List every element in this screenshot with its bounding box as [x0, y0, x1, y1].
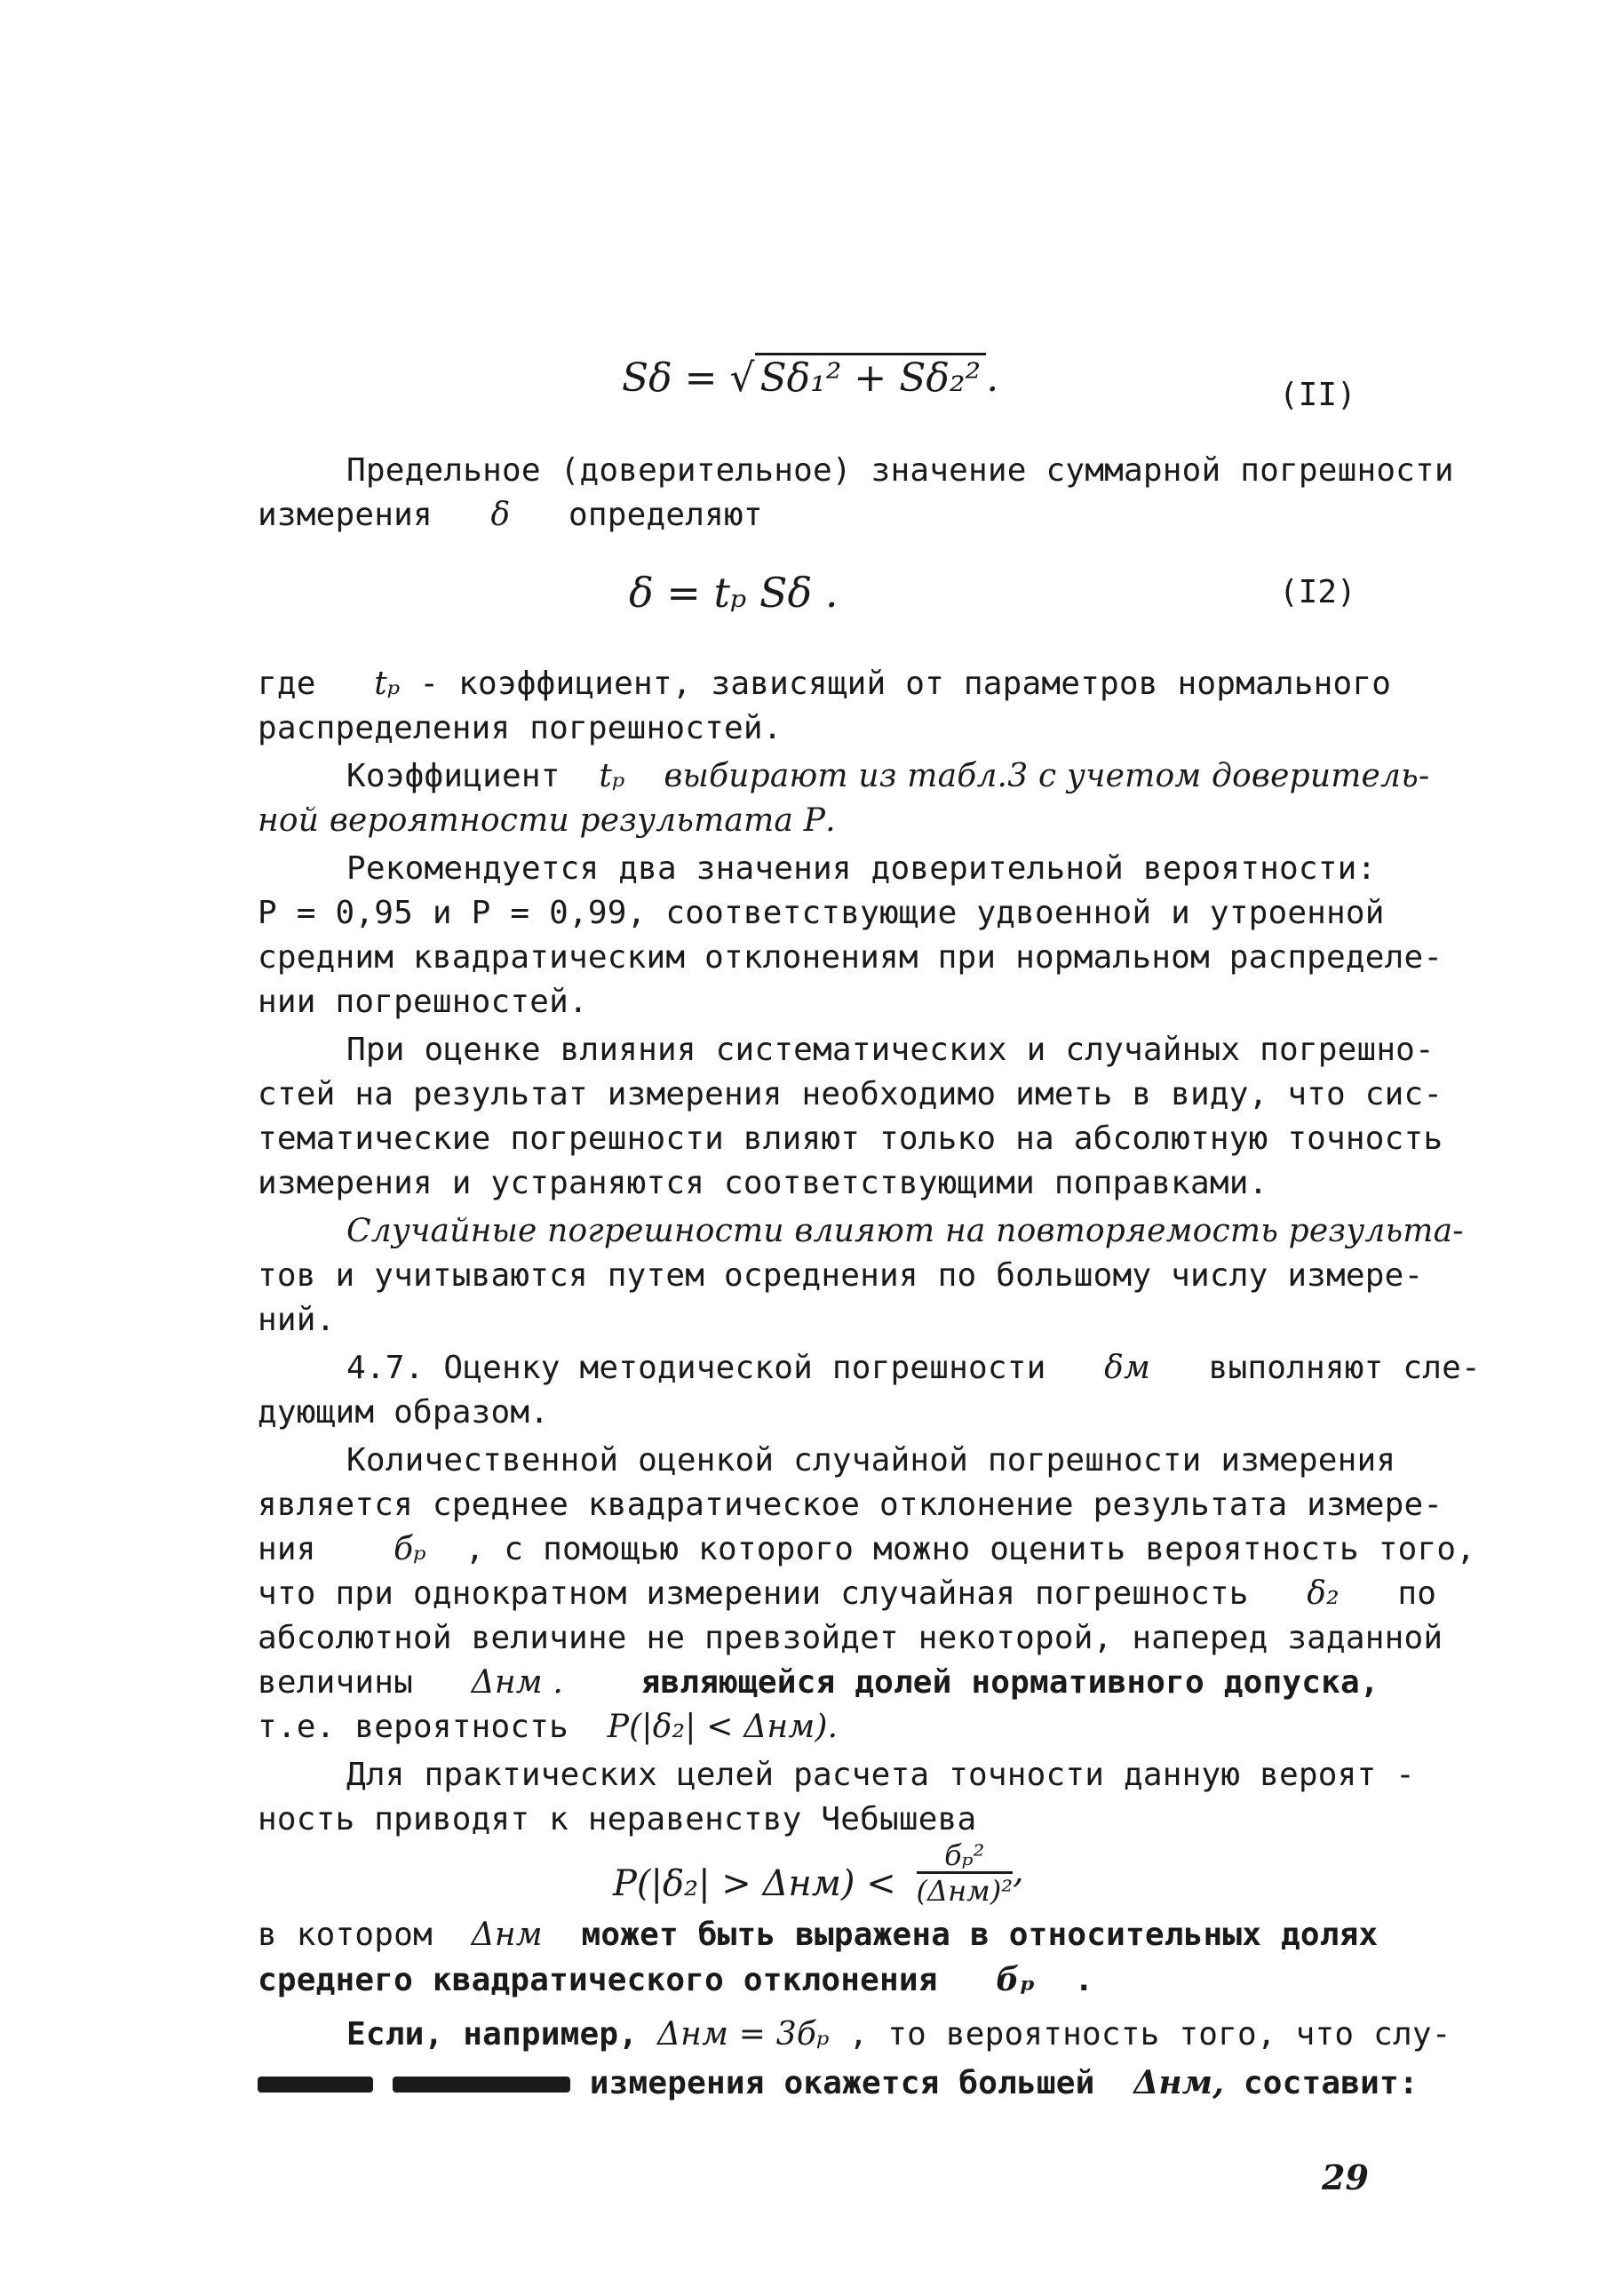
chebyshev-numerator: бₚ² [917, 1839, 1014, 1874]
text-span: выбирают из табл.3 с учетом доверитель- [664, 758, 1430, 794]
text-line: дующим образом. [258, 1394, 550, 1431]
text-line [258, 1914, 1386, 1957]
text-line [258, 1573, 1437, 1615]
text-span: Если, например, [346, 2016, 639, 2053]
text-line [258, 2061, 1419, 2105]
text-line: тематические погрешности влияют только на абсолютную точность [258, 1120, 1443, 1157]
text-span: может быть выражена в относительных долях [581, 1917, 1379, 1953]
text-span: , то вероятность того, что слу- [848, 2016, 1451, 2053]
text-line [258, 1958, 1386, 2002]
page-number: 29 [1322, 2157, 1369, 2197]
text-line: Рекомендуется два значения доверительной вероятности: [346, 850, 1377, 887]
text-span: величины [258, 1664, 413, 1701]
math-symbol: бₚ [996, 1961, 1036, 1998]
text-span: по [1397, 1575, 1437, 1612]
math-symbol: δм [1104, 1350, 1151, 1386]
math-symbol: δ [490, 497, 511, 533]
text-line: ность приводят к неравенству Чебышева [258, 1801, 977, 1838]
math-symbol: tₚ [374, 666, 401, 702]
text-line [258, 1662, 1386, 1704]
text-line: стей на результат измерения необходимо иметь в виду, что сис- [258, 1076, 1443, 1112]
math-symbol: Δнм . [471, 1664, 564, 1701]
text-line [258, 1528, 1476, 1571]
text-span: Коэффициент [346, 758, 560, 794]
text-line [258, 1706, 1386, 1749]
text-line: Предельное (доверительное) значение суммарной погрешности [346, 452, 1454, 489]
text-line [346, 755, 1430, 798]
math-symbol: бₚ [394, 1531, 426, 1567]
text-line: Количественной оценкой случайной погрешности измерения [346, 1442, 1396, 1479]
text-line: измерения и устраняются соответствующими поправками. [258, 1165, 1268, 1201]
text-line: является среднее квадратическое отклонение результата измере- [258, 1487, 1443, 1523]
math-symbol: δ₂ [1307, 1575, 1340, 1612]
text-span: в котором [258, 1917, 433, 1953]
smudged-text [393, 2077, 570, 2093]
equation-11-number: (II) [1279, 377, 1356, 413]
text-line: тов и учитываются путем осреднения по большому числу измере- [258, 1257, 1424, 1294]
text-span: 4.7. Оценку методической погрешности [346, 1350, 1046, 1386]
text-span: измерения [589, 2065, 765, 2101]
equation-11-tail: . [986, 355, 999, 401]
chebyshev-inequality [613, 1839, 1024, 1908]
equation-11 [622, 355, 998, 401]
chebyshev-denominator: (Δнм)² [916, 1874, 1014, 1908]
equation-11-radicand: Sδ₁² + Sδ₂² [755, 353, 987, 401]
math-symbol: tₚ [599, 758, 625, 794]
text-span: окажется большей [783, 2065, 1095, 2101]
text-line [346, 2013, 1451, 2056]
text-span: . [1074, 1962, 1094, 1998]
text-span: выполняют сле- [1208, 1350, 1481, 1386]
text-span: ния [258, 1531, 316, 1567]
math-symbol: Δнм = 3бₚ [656, 2016, 830, 2053]
text-span: т.е. вероятность [258, 1709, 568, 1745]
text-line: ний. [258, 1302, 336, 1338]
text-span: измерения [258, 497, 433, 533]
text-span: , с помощью которого можно оценить вероятность того, [465, 1531, 1476, 1567]
text-line: Р = 0,95 и Р = 0,99, соответствующие удвоенной и утроенной [258, 895, 1385, 931]
chebyshev-lhs: P(|δ₂| > Δнм) < [613, 1862, 896, 1904]
text-line: распределения погрешностей. [258, 710, 783, 746]
text-line: абсолютной величине не превзойдет некоторой, наперед заданной [258, 1620, 1443, 1656]
text-span: являющейся долей нормативного допуска, [640, 1664, 1379, 1701]
text-line: нии погрешностей. [258, 984, 588, 1020]
text-line: средним квадратическим отклонениям при нормальном распределе- [258, 939, 1443, 976]
equation-11-lhs: Sδ = √ [622, 355, 755, 401]
text-line: Случайные погрешности влияют на повторяемость результа- [346, 1213, 1464, 1249]
text-line: При оценке влияния систематических и случайных погрешно- [346, 1032, 1435, 1068]
equation-12: δ = tₚ Sδ . [629, 569, 839, 617]
text-span: определяют [568, 497, 763, 533]
text-span: - коэффициент, зависящий от параметров нормального [419, 666, 1392, 702]
chebyshev-fraction [917, 1839, 1014, 1908]
text-line [346, 1347, 1481, 1390]
text-line [258, 663, 1392, 706]
chebyshev-tail: , [1013, 1850, 1024, 1892]
smudged-text [258, 2077, 373, 2093]
text-line [258, 494, 1386, 537]
text-line: Для практических целей расчета точности данную вероят - [346, 1757, 1416, 1793]
text-span: что при однократном измерении случайная погрешность [258, 1575, 1249, 1612]
text-span: составит: [1243, 2065, 1419, 2101]
text-line: ной вероятности результата Р. [258, 802, 836, 839]
equation-12-number: (I2) [1279, 574, 1356, 610]
math-symbol: P(|δ₂| < Δнм). [607, 1709, 839, 1745]
text-span: где [258, 666, 316, 702]
math-symbol: Δнм [471, 1917, 543, 1953]
math-symbol: Δнм, [1133, 2064, 1224, 2101]
text-span: среднего квадратического отклонения [258, 1962, 938, 1998]
